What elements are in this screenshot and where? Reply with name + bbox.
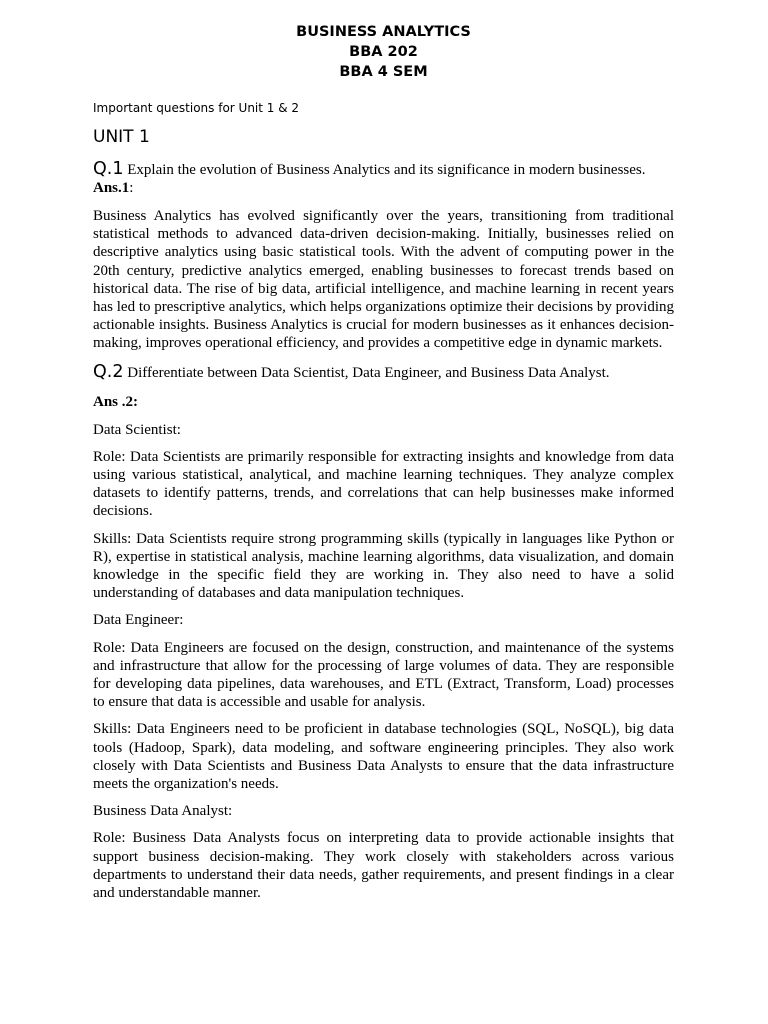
unit-heading: UNIT 1 [93,127,150,147]
document-page [93,22,674,902]
question-1-text: Explain the evolution of Business Analytics and its significance in modern businesses. [123,162,646,178]
question-1-number: Q.1 [93,159,124,179]
question-1 [93,160,674,179]
business-analyst-role: Role: Business Data Analysts focus on interpreting data to provide actionable insights that support business decision-making. They work closely with stakeholders across various departments to understand their data needs, gather requirements, and present findings in a clear and understandable manner. [93,830,674,902]
question-2-text: Differentiate between Data Scientist, Data Engineer, and Business Data Analyst. [123,364,610,381]
data-scientist-skills: Skills: Data Scientists require strong programming skills (typically in languages like Python or R), expertise in statistical analysis, machine learning algorithms, data visualization, and domain knowledge in the specific field they are working in. They also need to have a solid understanding of databases and data manipulation techniques. [93,530,674,602]
doc-title-line3: BBA 4 SEM [339,64,428,80]
answer-1-paragraph: Business Analytics has evolved significantly over the years, transitioning from traditional statistical methods to advanced data-driven decision-making. Initially, businesses relied on descriptive analytics using basic statistical tools. With the advent of computing power in the 20th century, predictive analytics emerged, enabling businesses to forecast trends based on historical data. The rise of big data, artificial intelligence, and machine learning in recent years has led to prescriptive analytics, which helps organizations optimize their decisions by providing actionable insights. Business Analytics is crucial for modern businesses as it enhances decision-making, improves operational efficiency, and provides a competitive edge in dynamic markets. [93,208,674,352]
data-engineer-heading: Data Engineer: [93,612,184,629]
business-analyst-heading: Business Data Analyst: [93,803,233,820]
data-engineer-skills: Skills: Data Engineers need to be proficient in database technologies (SQL, NoSQL), big data tools (Hadoop, Spark), data modeling, and software engineering principles. They also work closely with Data Scientists and Business Data Analysts to ensure that the data infrastructure meets the organization's needs. [93,721,674,793]
answer-1-label-suffix: : [129,180,134,196]
doc-title-line2: BBA 202 [349,44,418,60]
intro-text: Important questions for Unit 1 & 2 [93,101,300,115]
data-scientist-heading: Data Scientist: [93,421,181,438]
doc-title-line1: BUSINESS ANALYTICS [296,24,471,40]
answer-2-label [93,393,674,411]
data-scientist-role: Role: Data Scientists are primarily responsible for extracting insights and knowledge from data using various statistical, analytical, and machine learning techniques. They analyze complex datasets to identify patterns, trends, and correlations that can help businesses make informed decisions. [93,448,674,520]
data-engineer-role: Role: Data Engineers are focused on the design, construction, and maintenance of the systems and infrastructure that allow for the processing of large volumes of data. They are responsible for developing data pipelines, data warehouses, and ETL (Extract, Transform, Load) processes to ensure that data is accessible and usable for analysis. [93,639,674,711]
answer-1-label-text: Ans.1 [93,180,130,196]
answer-2-label-text: Ans .2: [93,393,139,410]
question-2 [93,363,674,382]
answer-1-label [93,179,674,197]
question-2-number: Q.2 [93,361,124,382]
